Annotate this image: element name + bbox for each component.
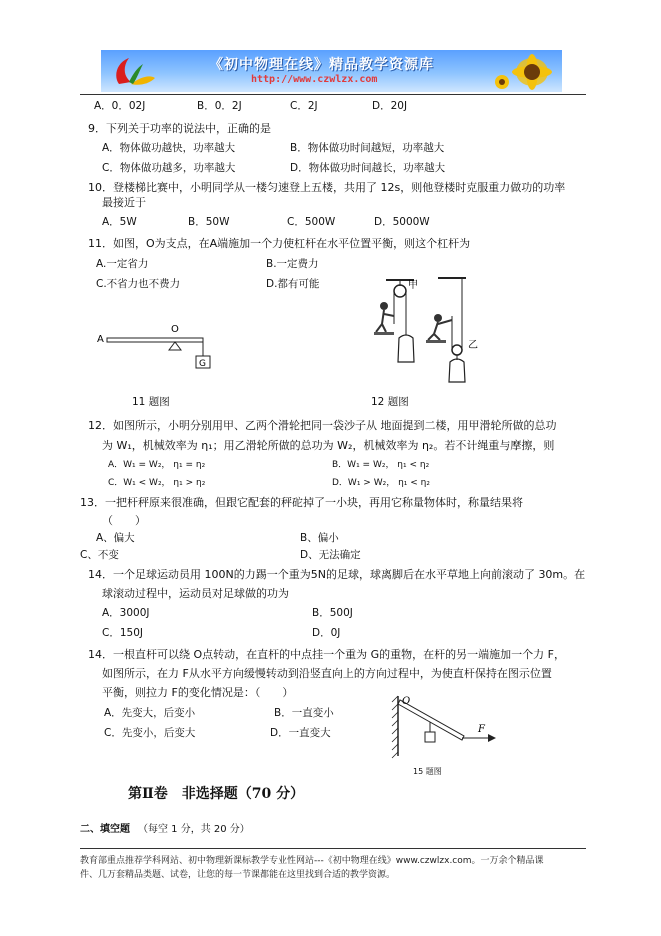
q14b-stem-line1: 14．一根直杆可以绕 O点转动，在直杆的中点挂一个重为 G的重物，在杆的另一端施加一个力 F， [88,648,565,661]
header-rule [80,94,586,95]
q12-option-d: D．W₁ > W₂， η₁ < η₂ [332,478,430,488]
figure-15-caption: 15 题图 [413,767,442,776]
q13-option-b: B、偏小 [300,532,339,544]
q11-option-a: A.一定省力 [96,258,149,270]
section2-heading: 第Ⅱ卷 非选择题（70 分） [128,786,305,802]
q14a-option-d: D．0J [312,627,341,639]
q12-option-a: A．W₁ = W₂， η₁ = η₂ [108,460,206,470]
q13-option-c: C、不变 [80,549,119,561]
q13-blank: （ ） [102,514,146,527]
fill-note: （每空 1 分，共 20 分） [138,824,250,835]
q8-option-c: C．2J [290,100,318,112]
q14b-stem-line2: 如图所示，在力 F从水平方向缓慢转动到沿竖直向上的方向过程中，为使直杆保持在图示位置 [102,667,552,680]
q13-option-a: A、偏大 [96,532,135,544]
q14a-stem-line2: 球滚动过程中，运动员对足球做的功为 [102,587,289,600]
q9-stem: 9．下列关于功率的说法中，正确的是 [88,122,271,135]
lever-label-o: O [171,324,179,335]
banner-url[interactable]: http://www.czwlzx.com [251,74,378,85]
q13-option-d: D、无法确定 [300,549,361,561]
footer-rule [80,848,586,849]
q11-option-d: D.都有可能 [266,278,320,290]
q8-option-a: A．0．02J [94,100,146,112]
q9-option-d: D．物体做功时间越长，功率越大 [290,162,446,174]
q14a-option-a: A．3000J [102,607,150,619]
q12-stem-line1: 12．如图所示，小明分别用甲、乙两个滑轮把同一袋沙子从 地面提到二楼，用甲滑轮所做的总功 [88,419,557,432]
q12-option-b: B．W₁ = W₂， η₁ < η₂ [332,460,430,470]
q11-stem: 11．如图，O为支点，在A端施加一个力使杠杆在水平位置平衡，则这个杠杆为 [88,237,471,250]
q14a-option-c: C．150J [102,627,143,639]
pulley-figure [372,276,482,388]
footer-line1: 教育部重点推荐学科网站、初中物理新课标教学专业性网站---《初中物理在线》www.czwlzx.com。一万余个精品课 [80,856,544,866]
lever-figure [95,318,225,374]
q12-option-c: C．W₁ < W₂， η₁ > η₂ [108,478,206,488]
rod-label-o: O [402,696,411,707]
footer-line2: 件、几万套精品类题、试卷，让您的每一节课都能在这里找到合适的教学资源。 [80,870,396,880]
q14b-option-b: B．一直变小 [274,707,334,719]
q12-stem-line2: 为 W₁，机械效率为 η₁；用乙滑轮所做的总功为 W₂，机械效率为 η₂。若不计绳重与摩擦，则 [102,439,555,452]
q10-option-c: C．500W [287,216,336,228]
lever-label-g: G [199,359,206,369]
q11-option-b: B.一定费力 [266,258,319,270]
pulley-label-yi: 乙 [468,340,478,351]
q8-option-b: B．0．2J [197,100,242,112]
rod-label-f: F [478,724,485,735]
fill-heading: 二、填空题 [80,824,130,835]
q14a-stem-line1: 14．一个足球运动员用 100N的力踢一个重为5N的足球，球离脚后在水平草地上向前滚动了 30m。在 [88,568,586,581]
q8-option-d: D．20J [372,100,408,112]
q10-option-a: A．5W [102,216,137,228]
q14b-stem-line3: 平衡，则拉力 F的变化情况是：（ ） [102,686,294,699]
q14a-option-b: B．500J [312,607,353,619]
rotating-rod-figure [390,692,500,760]
banner-title: 《初中物理在线》精品教学资源库 [209,57,434,73]
q9-option-b: B．物体做功时间越短，功率越大 [290,142,445,154]
figure-11-caption: 11 题图 [132,396,170,408]
q9-option-a: A．物体做功越快，功率越大 [102,142,236,154]
q11-option-c: C.不省力也不费力 [96,278,181,290]
q14b-option-a: A．先变大，后变小 [104,707,196,719]
figure-12-caption: 12 题图 [371,396,409,408]
q13-stem: 13．一把杆秤原来很准确，但跟它配套的秤砣掉了一小块，再用它称量物体时，称量结果将 [80,496,523,509]
pulley-label-jia: 甲 [408,280,418,291]
q10-option-d: D．5000W [374,216,430,228]
q10-option-b: B．50W [188,216,230,228]
site-logo-icon [109,54,157,88]
q14b-option-d: D．一直变大 [270,727,331,739]
header-banner [101,50,562,92]
q10-stem-line2: 最接近于 [102,196,146,209]
lever-label-a: A [97,334,104,345]
q14b-option-c: C．先变小，后变大 [104,727,196,739]
q10-stem-line1: 10．登楼梯比赛中，小明同学从一楼匀速登上五楼，共用了 12s，则他登楼时克服重力做功的功率 [88,181,566,194]
q9-option-c: C．物体做功越多，功率越大 [102,162,236,174]
sunflower-icon [492,52,556,92]
